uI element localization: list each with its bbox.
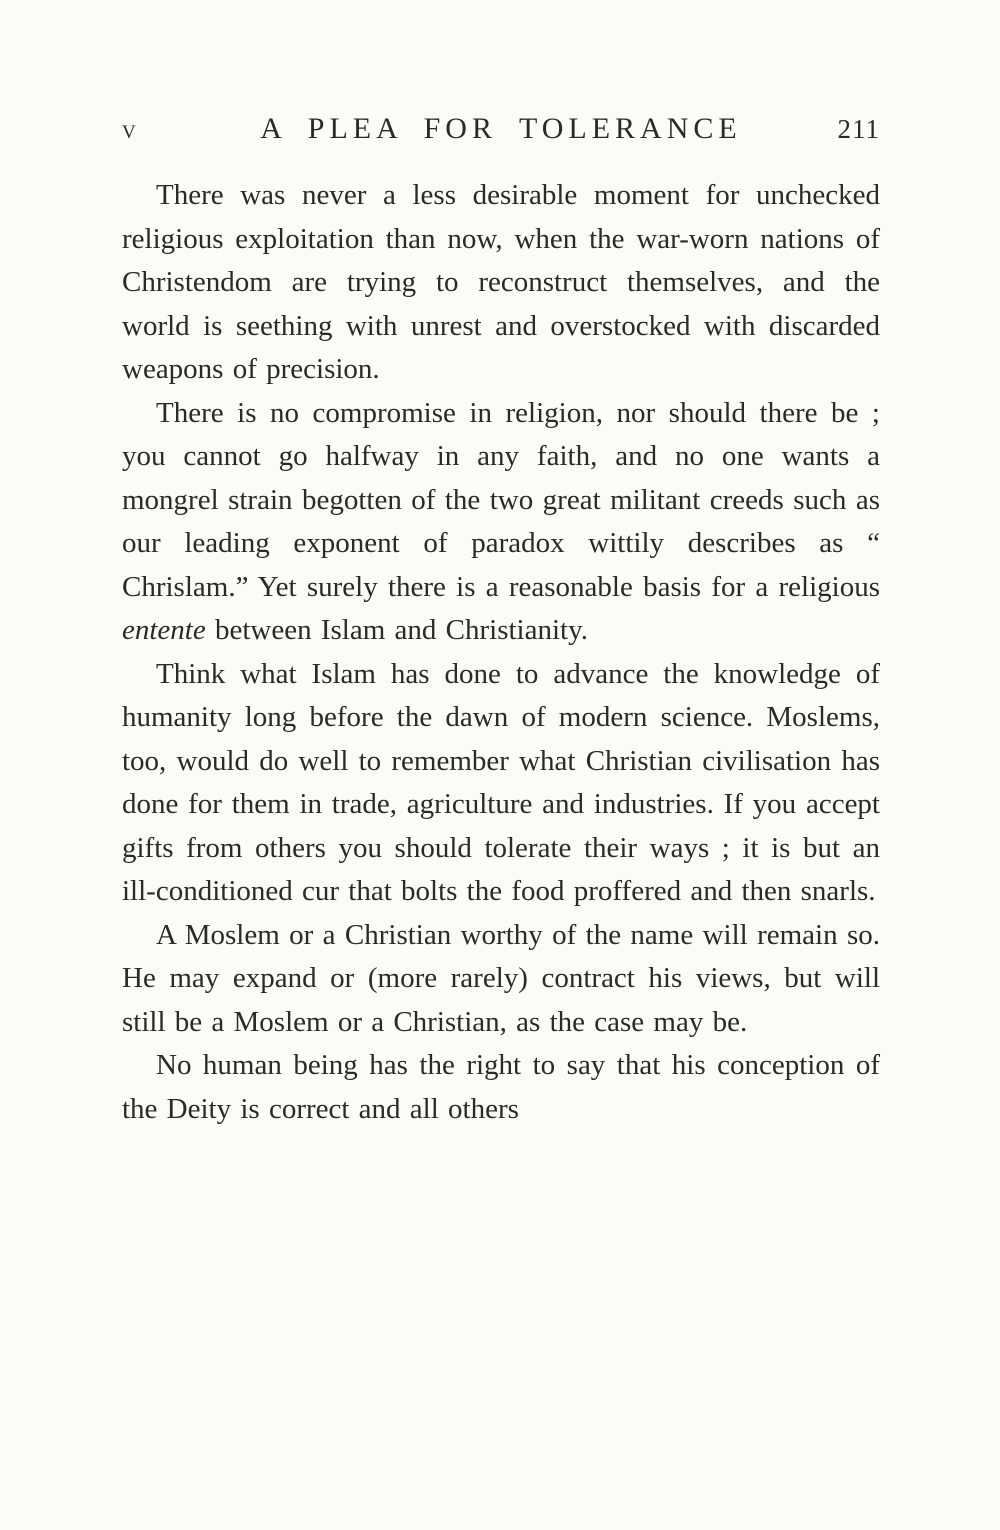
page-body — [122, 174, 880, 1131]
text-run: There is no compromise in religion, nor should there be ; you cannot go halfway in any faith, and no one wants a mongrel strain begotten of the two great militant creeds such as our leading exponent of paradox wittily describes as “ Chrislam.” Yet surely there is a reasonable basis for a religious — [122, 396, 880, 603]
page-content — [122, 112, 880, 1131]
text-run: A Moslem or a Christian worthy of the name will remain so. He may expand or (more rarely) contract his views, but will still be a Moslem or a Christian, as the case may be. — [122, 918, 880, 1038]
paragraph — [122, 914, 880, 1045]
paragraph — [122, 1044, 880, 1131]
italic-text-run: entente — [122, 614, 206, 646]
paragraph — [122, 653, 880, 914]
text-run: between Islam and Christianity. — [205, 614, 588, 646]
page-header — [122, 112, 880, 146]
paragraph — [122, 392, 880, 653]
paragraph — [122, 174, 880, 392]
running-title: A PLEA FOR TOLERANCE — [260, 112, 742, 145]
chapter-numeral: v — [122, 114, 137, 144]
text-run: There was never a less desirable moment for unchecked religious exploitation than now, when the war-worn nations of Christendom are trying to reconstruct themselves, and the world is seething with unrest and overstocked with discarded weapons of precision. — [122, 179, 880, 385]
page-number: 211 — [837, 114, 880, 144]
text-run: No human being has the right to say that his conception of the Deity is correct and all others — [122, 1049, 880, 1125]
text-run: Think what Islam has done to advance the knowledge of humanity long before the dawn of modern science. Moslems, too, would do well to remember what Christian civilisation has done for them in trade, agriculture and industries. If you accept gifts from others you should tolerate their ways ; it is but an ill-conditioned cur that bolts the food proffered and then snarls. — [122, 657, 880, 907]
